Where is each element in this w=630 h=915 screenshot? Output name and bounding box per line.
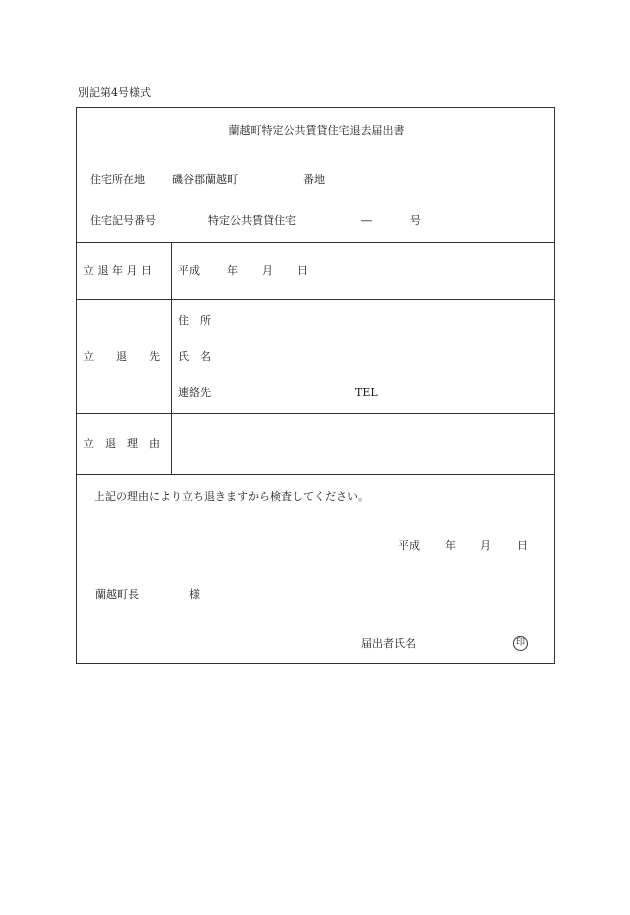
form-title: 蘭越町特定公共賃貸住宅退去届出書 (228, 124, 405, 137)
form-number: 別記第4号様式 (78, 86, 151, 99)
submit-date-month: 月 (480, 539, 491, 552)
address-banchi: 番地 (303, 173, 325, 186)
divider (77, 299, 554, 300)
move-out-date-month: 月 (262, 264, 273, 277)
divider (77, 242, 554, 243)
housing-number-label: 住宅記号番号 (90, 214, 156, 227)
divider (77, 474, 554, 475)
housing-number-go: 号 (410, 214, 421, 227)
housing-type: 特定公共賃貸住宅 (208, 214, 296, 227)
submitter-name-label: 届出者氏名 (361, 637, 416, 650)
destination-label: 立 退 先 (83, 350, 160, 363)
move-out-notification-form (76, 107, 555, 664)
move-out-date-label: 立 退 年 月 日 (83, 264, 152, 277)
move-out-date-era: 平成 (178, 264, 200, 277)
destination-contact-label: 連絡先 (178, 386, 211, 399)
destination-tel-label: TEL (355, 386, 378, 399)
move-out-date-day: 日 (297, 264, 308, 277)
addressee-honorific: 様 (189, 588, 200, 601)
request-text: 上記の理由により立ち退きますから検査してください。 (94, 490, 369, 503)
address-district: 磯谷郡蘭越町 (172, 173, 238, 186)
reason-label: 立 退 理 由 (83, 437, 160, 450)
submit-date-era: 平成 (398, 539, 420, 552)
address-label: 住宅所在地 (90, 173, 145, 186)
seal-mark-icon: 印 (513, 636, 528, 651)
destination-address-label: 住 所 (178, 314, 211, 327)
submit-date-day: 日 (517, 539, 528, 552)
column-divider (171, 242, 172, 474)
submit-date-year: 年 (445, 539, 456, 552)
move-out-date-year: 年 (227, 264, 238, 277)
divider (77, 413, 554, 414)
housing-number-dash: ― (361, 214, 372, 227)
addressee-mayor: 蘭越町長 (95, 588, 139, 601)
destination-name-label: 氏 名 (178, 350, 211, 363)
